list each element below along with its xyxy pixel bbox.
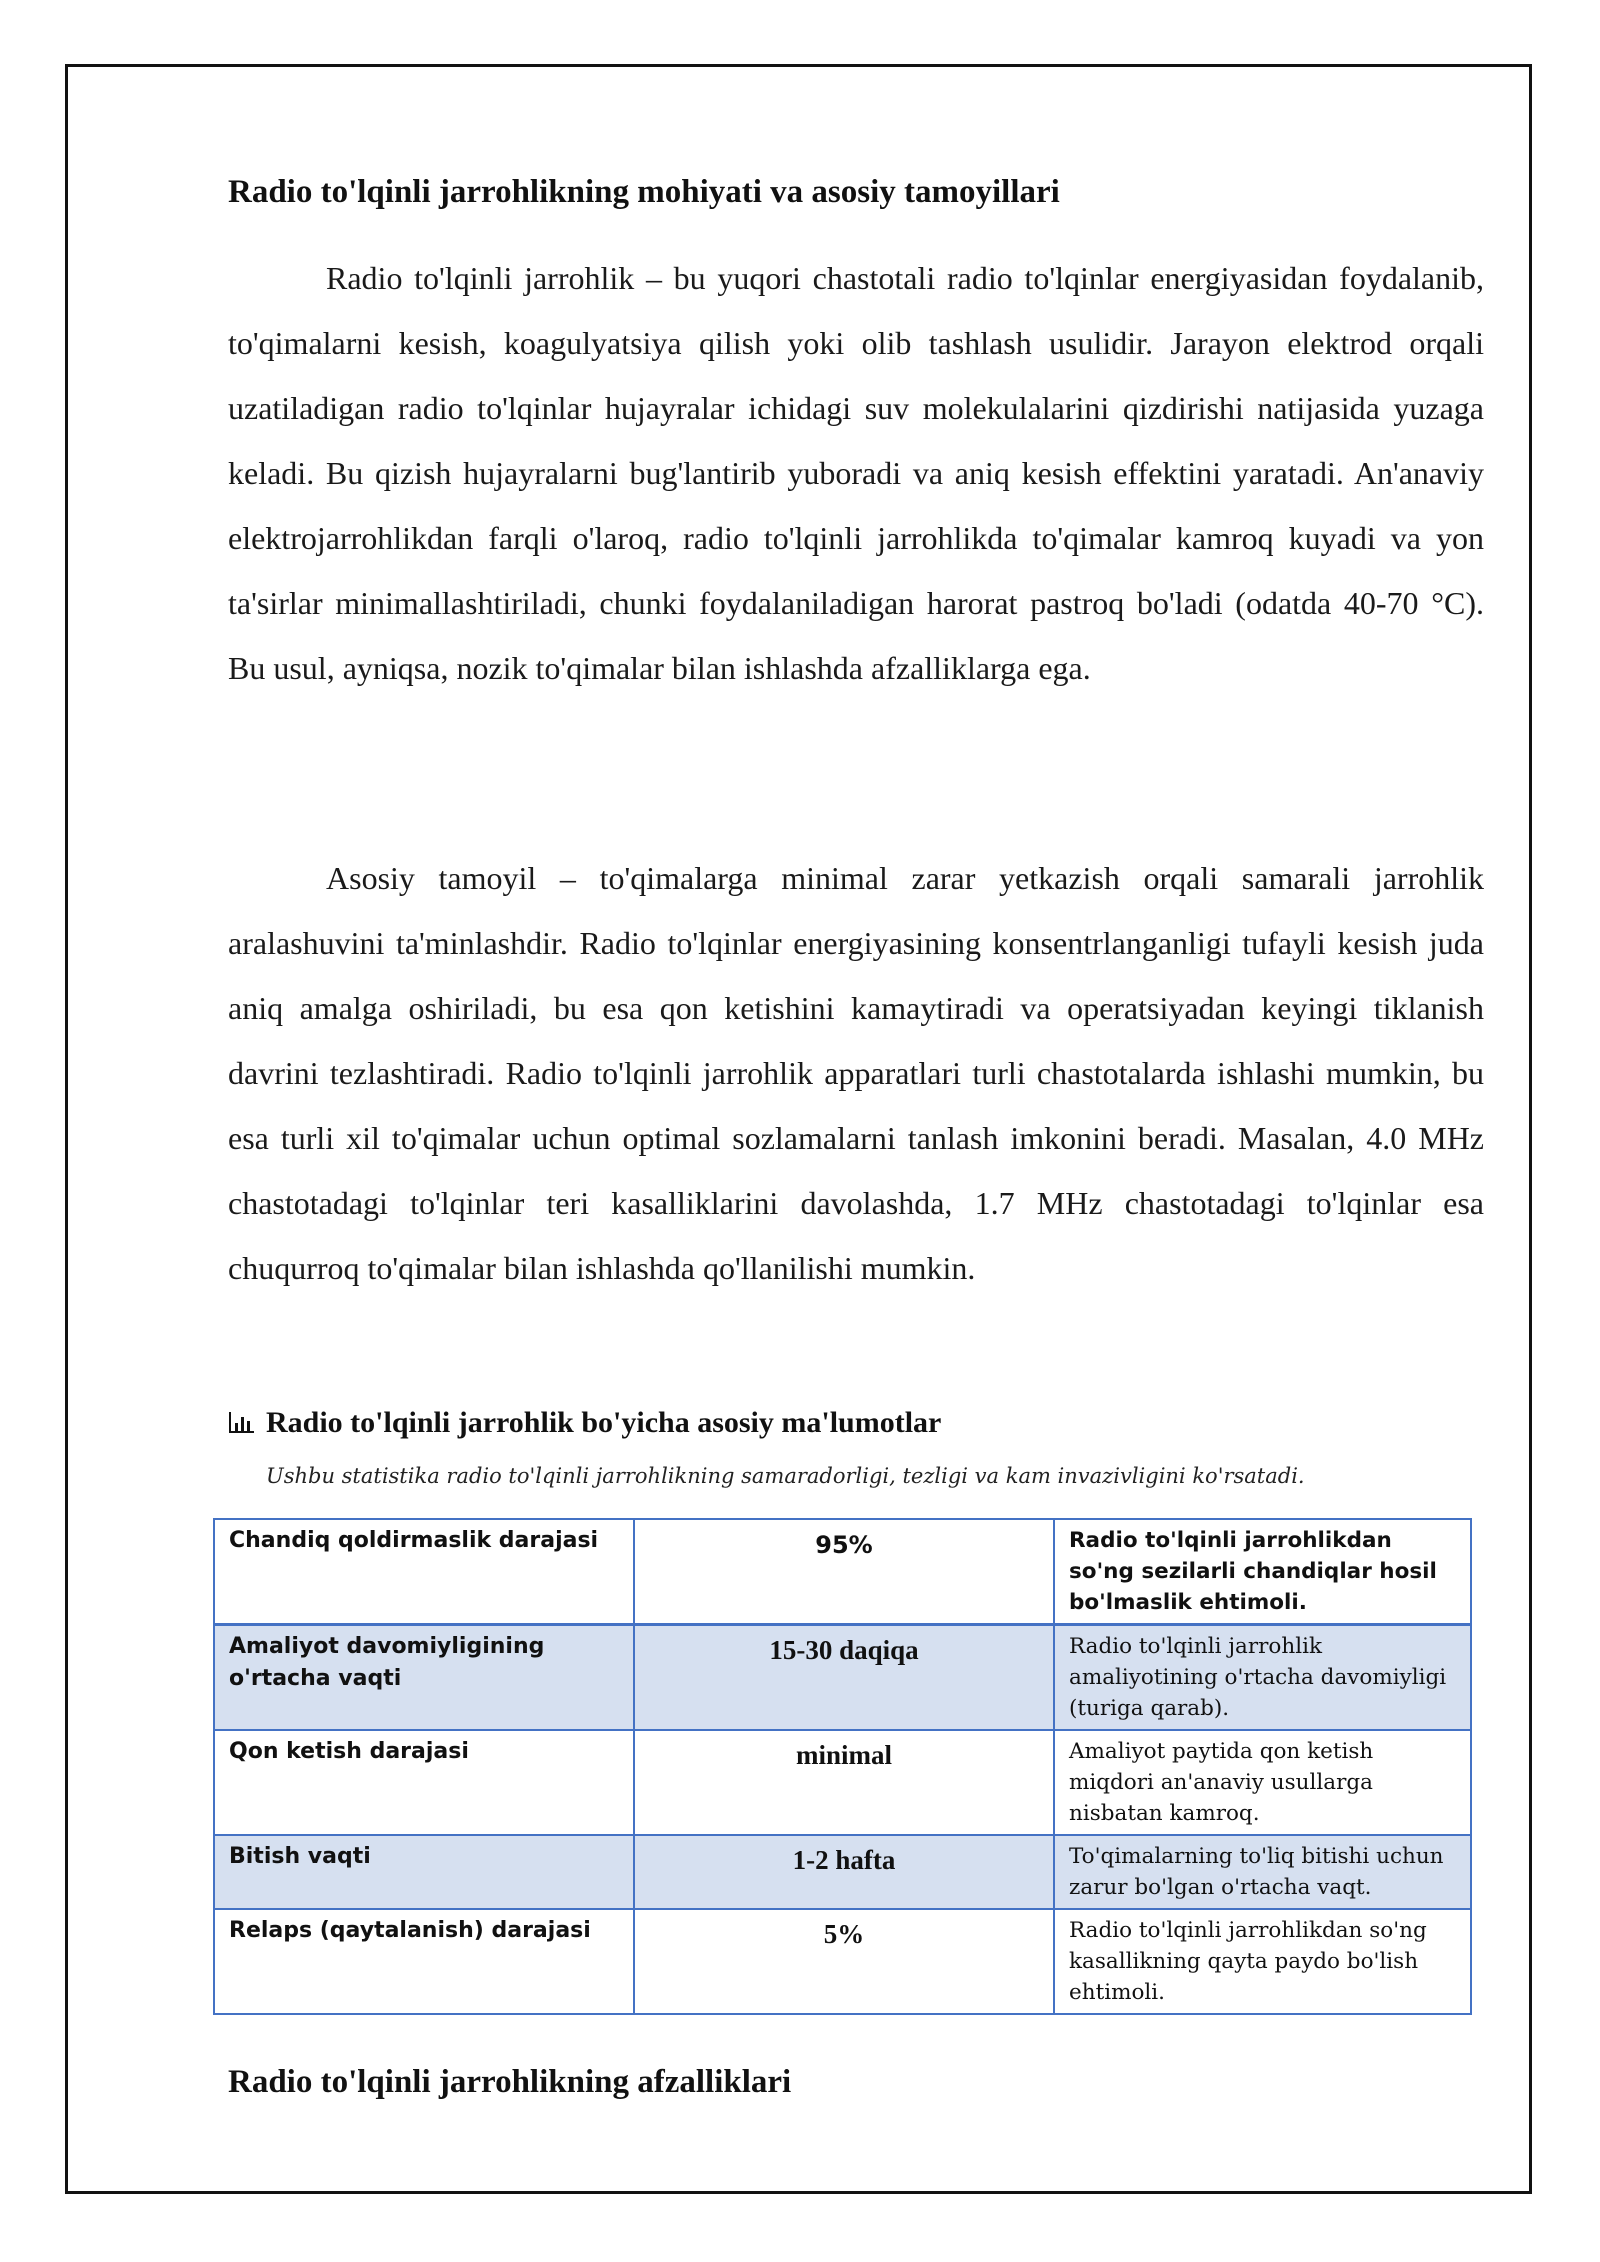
section-heading-principles: Radio to'lqinli jarrohlikning mohiyati va asosiy tamoyillari — [228, 174, 1060, 210]
row-label: Amaliyot davomiyligining o'rtacha vaqti — [214, 1625, 634, 1731]
table-row — [214, 1730, 1471, 1835]
row-description: To'qimalarning to'liq bitishi uchun zarur bo'lgan o'rtacha vaqt. — [1054, 1835, 1471, 1909]
row-label: Relaps (qaytalanish) darajasi — [214, 1909, 634, 2014]
table-subtitle: Ushbu statistika radio to'lqinli jarrohlikning samaradorligi, tezligi va kam invazivligini ko'rsatadi. — [266, 1464, 1305, 1488]
bar-chart-icon — [228, 1408, 256, 1432]
table-row — [214, 1909, 1471, 2014]
table-row — [214, 1519, 1471, 1625]
table-row — [214, 1625, 1471, 1731]
row-label: Chandiq qoldirmaslik darajasi — [214, 1519, 634, 1625]
row-description: Radio to'lqinli jarrohlik amaliyotining o'rtacha davomiyligi (turiga qarab). — [1054, 1625, 1471, 1731]
table-row — [214, 1835, 1471, 1909]
row-description: Radio to'lqinli jarrohlikdan so'ng sezilarli chandiqlar hosil bo'lmaslik ehtimoli. — [1054, 1519, 1471, 1625]
row-description: Radio to'lqinli jarrohlikdan so'ng kasallikning qayta paydo bo'lish ehtimoli. — [1054, 1909, 1471, 2014]
row-value: 95% — [634, 1519, 1054, 1625]
stats-table — [213, 1518, 1472, 2015]
row-description: Amaliyot paytida qon ketish miqdori an'anaviy usullarga nisbatan kamroq. — [1054, 1730, 1471, 1835]
row-label: Bitish vaqti — [214, 1835, 634, 1909]
section-heading-advantages: Radio to'lqinli jarrohlikning afzalliklari — [228, 2064, 792, 2100]
row-value: 5% — [634, 1909, 1054, 2014]
table-title-text: Radio to'lqinli jarrohlik bo'yicha asosiy ma'lumotlar — [266, 1406, 942, 1439]
row-value: 15-30 daqiqa — [634, 1625, 1054, 1731]
row-value: minimal — [634, 1730, 1054, 1835]
row-value: 1-2 hafta — [634, 1835, 1054, 1909]
paragraph-definition: Radio to'lqinli jarrohlik – bu yuqori chastotali radio to'lqinlar energiyasidan foydalanib, to'qimalarni kesish, koagulyatsiya qilish yoki olib tashlash usulidir. Jarayon elektrod orqali uzatiladigan radio to'lqinlar hujayralar ichidagi suv molekulalarini qizdirishi natijasida yuzaga keladi. Bu qizish hujayralarni bug'lantirib yuboradi va aniq kesish effektini yaratadi. An'anaviy elektrojarrohlikdan farqli o'laroq, radio to'lqinli jarrohlikda to'qimalar kamroq kuyadi va yon ta'sirlar minimallashtiriladi, chunki foydalaniladigan harorat pastroq bo'ladi (odatda 40-70 °C). Bu usul, ayniqsa, nozik to'qimalar bilan ishlashda afzalliklarga ega. — [228, 260, 1484, 686]
paragraph-main-principle: Asosiy tamoyil – to'qimalarga minimal zarar yetkazish orqali samarali jarrohlik aralashuvini ta'minlashdir. Radio to'lqinlar energiyasining konsentrlanganligi tufayli kesish juda aniq amalga oshiriladi, bu esa qon ketishini kamaytiradi va operatsiyadan keyingi tiklanish davrini tezlashtiradi. Radio to'lqinli jarrohlik apparatlari turli chastotalarda ishlashi mumkin, bu esa turli xil to'qimalar uchun optimal sozlamalarni tanlash imkonini beradi. Masalan, 4.0 MHz chastotadagi to'lqinlar teri kasalliklarini davolashda, 1.7 MHz chastotadagi to'lqinlar esa chuqurroq to'qimalar bilan ishlashda qo'llanilishi mumkin. — [228, 860, 1484, 1286]
table-title — [228, 1406, 941, 1440]
row-label: Qon ketish darajasi — [214, 1730, 634, 1835]
